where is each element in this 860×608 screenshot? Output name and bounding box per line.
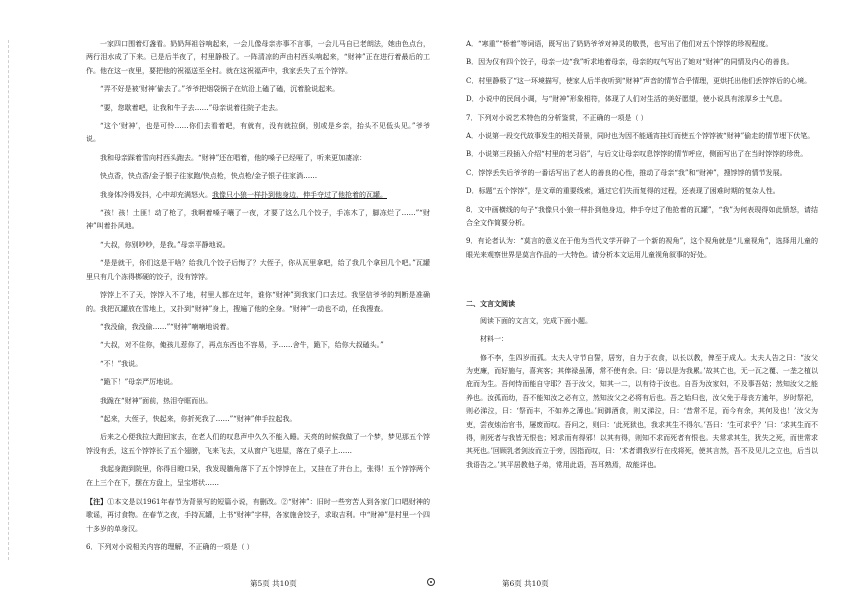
story-paragraph: 我跪在“财神”面前，热泪夺眶而出。 [100,396,213,405]
story-paragraph: “弄不好是被‘财神’偷去了。”爷爷把烟袋锅子在炕沿上磕了磕，沉着脸说起来。 [100,85,340,94]
answer-option: A．小说第一段交代故事发生的相关背景，同时也为因不能通宵挂灯而使五个饽饽被“财神”偷走的情节埋下伏笔。 [466,132,815,141]
reading-instruction: 阅读下面的文言文，完成下面小题。 [480,316,592,325]
section-title: 二、文言文阅读 [466,299,515,309]
question-7-options [466,130,818,199]
page-number-left: 第5页 共10页 [250,579,297,588]
question-9: 9．有论者认为：“莫言的意义在于他为当代文学开辟了一个新的视角”，这个视角就是“儿童视角”，选择用儿童的眼光来观察世界是莫言作品的一大特色。请分析本文运用儿童视角叙事的好处。 [466,237,818,259]
question-7: 7．下列对小说艺术特色的分析鉴赏，不正确的一项是（ ） [466,113,648,122]
page-number-right: 第6页 共10页 [502,579,549,588]
left-page [86,0,430,568]
note-text: ①本文是以1961年春节为背景写的短篇小说，有删改。②“财神”：旧时一些穷苦人到各家门口唱财神的歌谣，再讨食物。在春节之夜，手持瓦罐，上书“财神”字样，各家施舍饺子，求取吉利。中“财神”是村里一个四十多岁的单身汉。 [86,497,430,533]
answer-option: D．标题“五个饽饽”，是文章的重要线索，通过它们失而复得的过程，还表现了困难时期的复杂人性。 [466,187,780,196]
question-6-options [466,38,818,107]
story-paragraph: 我身体冷得发抖，心中却充满怒火。我像只小狼一样扑到他身边，伸手夺过了他抢着的瓦罐。 [100,190,387,199]
center-mark-icon [427,578,435,586]
story-paragraph: “要，您歇着吧，让我和牛子去……”母亲说着往院子走去。 [100,103,283,112]
answer-option: C．饽饽丢失后爷爷的一番话写出了老人的善良的心性，推动了母亲“我”和“财神”，搜饽饽的情节发展。 [466,168,787,177]
story-paragraph: 后来之心便我拉大跑回家去，在老人们的叹息声中久久不能入睡。天亮的时候我做了一个梦，梦见那五个饽饽没有丢，这五个饽饽长了五个翅膀，飞来飞去，又从窗户飞进屋，落在了桌子上…… [86,433,430,455]
question-8: 8．文中画横线的句子“我像只小狼一样扑到他身边，伸手夺过了他抢着的瓦罐”，“我”为何表现得如此愤怒，请结合全文作简要分析。 [466,205,818,228]
note-label: 【注】 [86,496,108,506]
story-paragraph: 快点香，快点香/金子银子往家跑/快点枪，快点枪/金子银子往家淌…… [100,172,318,181]
right-page [466,0,818,568]
story-paragraph: “孩！孩！土匪！动了枪了，我啊着嗓子嚷了一夜，才要了这么几个饺子，手冻木了，脚冻烂了……”“财神”叫着扑风地。 [86,209,430,231]
story-paragraph: “跪下！”母亲严厉地说。 [100,378,178,387]
binding-margin-line [8,40,9,560]
question-6: 6．下列对小说相关内容的理解，不正确的一项是（ ） [86,543,254,552]
underlined-sentence: 我像只小狼一样扑到他身边，伸手夺过了他抢着的瓦罐。 [212,190,387,199]
classical-text: 修不李，生四岁而孤。太夫人守节自誓，居穷，自力于衣食，以长以教，俾至于成人。太夫人告之曰：“汝父为吏廉，而好施与，喜宾客；其俸禄虽薄，常不使有余。曰：‘毋以是为我累。’故其亡也，无一瓦之覆、一垄之植以庇而为生。吾何恃而能自守耶？吾于汝父，知其一二，以有待于汝也。自吾为汝家妇，不及事吾姑；然知汝父之能养也。汝孤而幼，吾不能知汝之必有立，然知汝父之必将有后也。吾之始归也，汝父免于母丧方逾年，岁时祭祀，则必涕泣，曰：‘祭而丰，不如养之薄也。’间御酒食，则又涕泣，曰：‘昔常不足，而今有余，其何及也！’汝父为吏，尝夜烛治官书，屡废而叹。吾问之，则曰：‘此死狱也，我求其生不得尔。’吾曰：‘生可求乎？’曰：‘求其生而不得，则死者与我皆无恨也；矧求而有得邪！以其有得，则知不求而死者有恨也。夫常求其生，犹失之死，而世常求其死也。’回顾乳者剑汝而立于旁，因指而叹，曰：‘术者谓我岁行在戌将死，使其言然，吾不及见儿之立也，后当以我语告之。’其平居教他子弟，常用此语，吾耳熟焉，故能详也。 [466,353,818,469]
annotation-note [86,495,430,536]
story-paragraph: 我和母亲踩着雪向村西头跑去。“财神”还在唱着，他的嗓子已经哑了，听来更加凄凉： [100,153,367,162]
story-paragraph: “是是就干，你们这是干啥？给我几个饺子后悔了？大侄子，你从瓦里拿吧，给了我几个拿回几个吧。”瓦罐里只有几个冻得梆硬的饺子，没有饽饽。 [86,259,430,281]
story-paragraph: 饽饽上不了天，饽饽入不了地，村里人都在过年，谁你“财神”到我家门口去过。我坚信爷爷的判断是准确的。我把瓦罐放在雪地上，又扑到“财神”身上，搜遍了他的全身。“财神”一动也不动，任我搜查。 [86,291,430,313]
material-label: 材料一： [480,335,508,344]
story-paragraph: “我没偷，我没偷……”“财神”喃喃地说着。 [100,322,234,331]
answer-option: D．小说中的民间小调，与“财神”形象相符，体现了人们对生活的美好愿望，使小说具有浓厚乡土气息。 [466,95,787,104]
story-paragraph: “大叔，对不住你，俺孩儿惹你了，再点东西也不容易，予……舍牛，跪下，给你大叔磕头。” [100,341,384,350]
story-body [86,38,430,490]
answer-option: A．“寒重”“桥着”等词语，既写出了奶奶爷爷对神灵的敬畏，也写出了他们对五个饽饽的珍视程度。 [466,40,773,48]
story-paragraph: 一家四口围着灯盏看。奶奶拜祖谷响起来，一会儿像母亲亦事不言事，一会儿马自已老朗法，她由色点台，两行泪水成了下来。已是后半夜了，村里静极了。一阵清凉的声由村西头响起来，“财神”正在进行着最后的工作。他在这一夜里，要把他的祝福送至全村。就在这祝福声中，我家丢失了五个饽饽。 [86,40,430,75]
story-paragraph: “大叔，你别吵吵，是我。”母亲平静地说。 [100,240,230,249]
story-paragraph: “不！”我说。 [100,359,143,368]
story-paragraph: 我起身跑到院里，你得目瞪口呆，我发现牆角落下了五个饽饽在上，又挂在了井台上，张得！五个饽饽两个在上三个在下，摆在方盘上，呈宝塔状…… [86,465,430,487]
answer-option: B．小说第三段插入介绍“村里的老习俗”，与后文让母亲叹息饽饽的情节呼应，侧面写出了在当时饽饽的珍贵。 [466,150,808,159]
story-paragraph: “起来，大侄子，快起来，你折死我了……”“财神”伸手拉起我。 [100,414,297,423]
story-paragraph: “这个‘财神’，也是可怜……你们去看着吧，有就有，没有就拉倒，别或是乡亲，抬头不见低头见。”爷爷说。 [86,122,430,144]
answer-space [466,267,818,279]
answer-option: B．因为仅有四个饺子，母亲一边“我”听求地着母亲，母亲的叹气写出了她对“财神”的同情及内心的善良。 [466,58,794,67]
answer-option: C．村里静极了“这一环境描写，使家人后半夜听到“财神”声音的情节合乎情理，更烘托出他们丢饽饽后的心境。 [466,76,812,85]
